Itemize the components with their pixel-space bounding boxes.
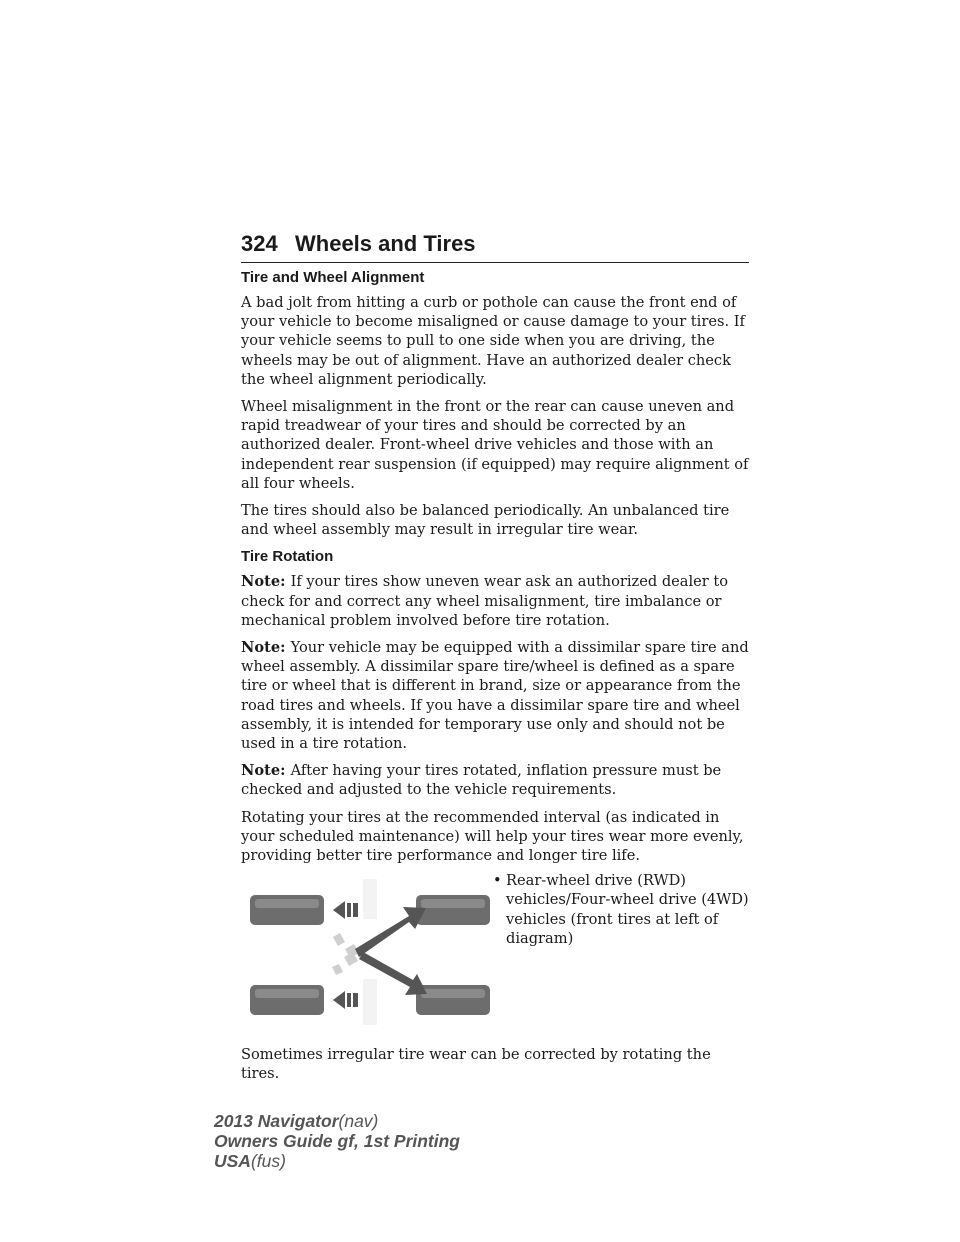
footer-model-code: (nav)	[338, 1111, 379, 1131]
alignment-paragraph-3: The tires should also be balanced periodically. An unbalanced tire and wheel assembly may result in irregular tire wear.	[241, 502, 730, 539]
alignment-paragraph-2: Wheel misalignment in the front or the rear can cause uneven and rapid treadwear of your tires and should be corrected by an authorized dealer. Front-wheel drive vehicles and those with an independent rear suspension (if equipped) may require alignment of all four wheels.	[241, 398, 749, 492]
page-number: 324	[241, 231, 278, 256]
rotation-note-3	[241, 761, 753, 799]
note-text: After having your tires rotated, inflation pressure must be checked and adjusted to the vehicle requirements.	[241, 762, 722, 799]
note-text: If your tires show uneven wear ask an authorized dealer to check for and correct any wheel misalignment, tire imbalance or mechanical problem involved before tire rotation.	[241, 573, 729, 629]
tire-front-right	[416, 895, 490, 925]
note-label: Note:	[241, 639, 291, 657]
tire-rotation-diagram	[241, 879, 491, 1025]
rotation-diagram-block	[241, 873, 753, 1039]
tire-rear-right	[416, 985, 490, 1015]
drive-type-bullet	[493, 871, 755, 948]
alignment-paragraph-1: A bad jolt from hitting a curb or pothole can cause the front end of your vehicle to become misaligned or cause damage to your tires. If your vehicle seems to pull to one side when you are driving, the wheels may be out of alignment. Have an authorized dealer check the wheel alignment periodically.	[241, 294, 745, 388]
tire-rear-left	[250, 985, 324, 1015]
fade-dashes	[332, 933, 359, 975]
footer-market-code: (fus)	[250, 1151, 286, 1171]
note-label: Note:	[241, 573, 291, 591]
rotation-final-paragraph: Sometimes irregular tire wear can be corrected by rotating the tires.	[241, 1046, 711, 1083]
rotation-note-2	[241, 638, 753, 753]
rotation-interval-paragraph: Rotating your tires at the recommended interval (as indicated in your scheduled maintenance) will help your tires wear more evenly, providing better tire performance and longer tire life.	[241, 808, 744, 865]
chapter-title: Wheels and Tires	[295, 231, 476, 256]
fade-dash	[333, 933, 345, 946]
note-label: Note:	[241, 762, 291, 780]
footer-model: 2013 Navigator	[214, 1111, 339, 1131]
section-heading-rotation: Tire Rotation	[241, 548, 334, 566]
page-header	[241, 230, 749, 263]
footer-line-1	[214, 1111, 460, 1131]
tire-front-left	[250, 895, 324, 925]
footer-line-2: Owners Guide gf, 1st Printing	[214, 1131, 460, 1151]
note-text: Your vehicle may be equipped with a dissimilar spare tire and wheel assembly. A dissimilar spare tire/wheel is defined as a spare tire or wheel that is different in brand, size or appearance from the road tires and wheels. If you have a dissimilar spare tire and wheel assembly, it is intended for temporary use only and should not be used in a tire rotation.	[241, 639, 749, 753]
fade-dash	[332, 964, 343, 975]
footer-market: USA	[214, 1151, 251, 1171]
bullet-text: Rear-wheel drive (RWD) vehicles/Four-wheel drive (4WD) vehicles (front tires at left of diagram)	[506, 872, 749, 947]
arrow-left-top	[333, 901, 358, 919]
footer-line-3	[214, 1151, 460, 1171]
fade-band	[363, 979, 377, 1025]
rotation-note-1	[241, 572, 753, 630]
section-heading-alignment: Tire and Wheel Alignment	[241, 269, 425, 286]
page-content	[241, 268, 753, 1092]
fade-band	[363, 879, 377, 919]
page-footer	[214, 1111, 460, 1171]
bullet-dot: •	[493, 872, 502, 890]
arrow-left-bottom	[333, 991, 358, 1009]
